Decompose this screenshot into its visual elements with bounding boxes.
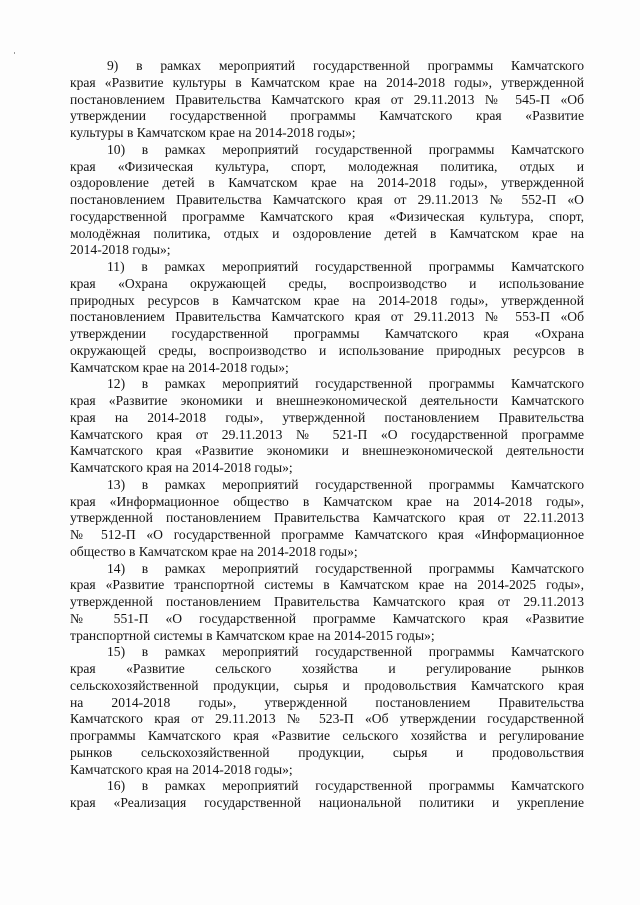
text-line: постановлением Правительства Камчатского края от 29.11.2013 № 553-П «Об — [70, 309, 584, 325]
text-line: государственной программе Камчатского края «Физическая культура, спорт, — [70, 208, 584, 224]
text-line: постановлением Правительства Камчатского края от 29.11.2013 № 545-П «Об — [70, 91, 584, 107]
text-line: 13) в рамках мероприятий государственной программы Камчатского — [107, 476, 584, 492]
text-line: 10) в рамках мероприятий государственной программы Камчатского — [107, 141, 584, 157]
text-line: края «Физическая культура, спорт, молодежная политика, отдых и — [70, 158, 584, 174]
text-line: Камчатского края «Развитие экономики и внешнеэкономической деятельности — [70, 443, 584, 459]
text-line: края «Развитие транспортной системы в Камчатском крае на 2014-2025 годы», — [70, 577, 584, 593]
text-line: транспортной системы в Камчатском крае на 2014-2015 годы»; — [70, 627, 435, 643]
text-line: Камчатского края от 29.11.2013 № 523-П «Об утверждении государственной — [70, 711, 584, 727]
text-line: оздоровление детей в Камчатском крае на 2014-2018 годы», утвержденной — [70, 175, 584, 191]
document-body — [70, 58, 584, 812]
text-line: Камчатском крае на 2014-2018 годы»; — [70, 359, 289, 375]
text-line: Камчатского края на 2014-2018 годы»; — [70, 460, 293, 475]
list-item-paragraph — [70, 778, 584, 812]
text-line: 12) в рамках мероприятий государственной программы Камчатского — [107, 376, 584, 392]
text-line: утверждении государственной программы Камчатского края «Охрана — [70, 326, 584, 341]
text-line: окружающей среды, воспроизводство и использование природных ресурсов в — [70, 342, 584, 358]
list-item-paragraph — [70, 376, 584, 477]
list-item-paragraph — [70, 644, 584, 778]
list-item-paragraph — [70, 259, 584, 376]
text-line: общество в Камчатском крае на 2014-2018 годы»; — [70, 543, 358, 559]
list-item-paragraph — [70, 142, 584, 259]
list-item-paragraph — [70, 477, 584, 561]
text-line: программы Камчатского края «Развитие сельского хозяйства и регулирование — [70, 728, 584, 743]
text-line: 11) в рамках мероприятий государственной программы Камчатского — [107, 259, 584, 274]
text-line: утвержденной постановлением Правительства Камчатского края от 22.11.2013 — [70, 510, 584, 526]
text-line: культуры в Камчатском крае на 2014-2018 годы»; — [70, 125, 356, 140]
text-line: постановлением Правительства Камчатского края от 29.11.2013 № 552-П «О — [70, 192, 584, 207]
text-line: № 512-П «О государственной программе Камчатского края «Информационное — [70, 527, 584, 542]
text-line: края «Информационное общество в Камчатском крае на 2014-2018 годы», — [70, 493, 584, 509]
text-line: сельскохозяйственной продукции, сырья и продовольствия Камчатского края — [70, 677, 584, 693]
text-line: края «Развитие сельского хозяйства и регулирование рынков — [70, 661, 584, 676]
text-line: края «Реализация государственной национальной политики и укрепление — [70, 795, 584, 810]
text-line: 16) в рамках мероприятий государственной программы Камчатского — [107, 778, 584, 794]
text-line: края «Охрана окружающей среды, воспроизводство и использование — [70, 275, 584, 291]
text-line: края «Развитие экономики и внешнеэкономической деятельности Камчатского — [70, 393, 584, 408]
list-item-paragraph — [70, 58, 584, 142]
text-line: рынков сельскохозяйственной продукции, сырья и продовольствия — [70, 744, 584, 760]
text-line: № 551-П «О государственной программе Камчатского края «Развитие — [70, 610, 584, 626]
text-line: 14) в рамках мероприятий государственной программы Камчатского — [107, 560, 584, 576]
text-line: природных ресурсов в Камчатском крае на 2014-2018 годы», утвержденной — [70, 292, 584, 308]
text-line: на 2014-2018 годы», утвержденной постановлением Правительства — [70, 694, 584, 710]
text-line: утверждении государственной программы Камчатского края «Развитие — [70, 108, 584, 124]
scan-artifact — [14, 52, 15, 54]
text-line: 9) в рамках мероприятий государственной программы Камчатского — [107, 58, 584, 73]
text-line: Камчатского края от 29.11.2013 № 521-П «О государственной программе — [70, 426, 584, 442]
list-item-paragraph — [70, 561, 584, 645]
text-line: 2014-2018 годы»; — [70, 242, 171, 258]
text-line: края на 2014-2018 годы», утвержденной постановлением Правительства — [70, 409, 584, 425]
text-line: Камчатского края на 2014-2018 годы»; — [70, 761, 293, 777]
text-line: края «Развитие культуры в Камчатском крае на 2014-2018 годы», утвержденной — [70, 74, 584, 90]
text-line: молодёжная политика, отдых и оздоровление детей в Камчатском крае на — [70, 225, 584, 241]
text-line: утвержденной постановлением Правительства Камчатского края от 29.11.2013 — [70, 594, 584, 609]
text-line: 15) в рамках мероприятий государственной программы Камчатского — [107, 644, 584, 660]
